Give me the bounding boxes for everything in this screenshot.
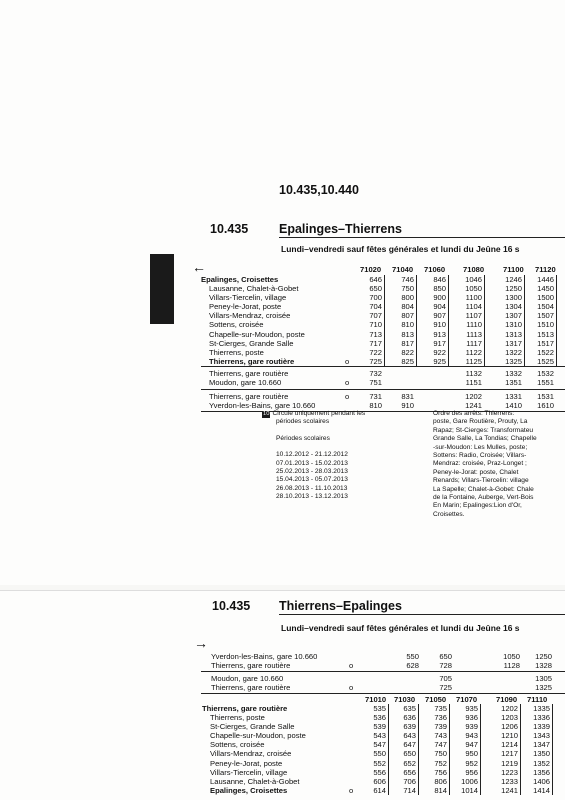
stops-group-3 xyxy=(209,392,315,410)
time-column xyxy=(392,704,419,795)
time-cell: 1522 xyxy=(537,347,554,357)
time-cell: 813 xyxy=(401,329,414,339)
time-cell: 535 xyxy=(373,704,386,713)
note-line: 26.08.2013 - 11.10.2013 xyxy=(276,484,348,492)
time-cell: 846 xyxy=(433,275,446,284)
col-header: 71030 xyxy=(394,695,416,704)
time-cell: 547 xyxy=(373,740,386,750)
time-column xyxy=(528,652,554,670)
note-line: 10.12.2012 - 21.12.2012 xyxy=(276,451,348,459)
note-line: 28.10.2013 - 13.12.2013 xyxy=(276,493,348,501)
time-cell: 1504 xyxy=(537,302,554,312)
time-cell: 900 xyxy=(433,293,446,303)
stop-marker-o: o xyxy=(349,786,354,795)
time-cell: 1551 xyxy=(537,378,554,388)
time-cell: 825 xyxy=(401,356,414,366)
time-cell: 1336 xyxy=(533,713,550,723)
stop-name: St-Cierges, Grande Salle xyxy=(210,722,295,732)
column-headers xyxy=(0,265,565,275)
time-cell: 1343 xyxy=(533,731,550,741)
col-header: 71120 xyxy=(535,265,556,274)
time-cell: 831 xyxy=(401,392,414,401)
time-cell: 1246 xyxy=(505,275,522,284)
note-line: périodes scolaires xyxy=(276,418,330,426)
stops-group-2 xyxy=(211,674,290,692)
time-cell: 800 xyxy=(401,293,414,303)
time-cell: 717 xyxy=(369,338,382,348)
time-cell: 751 xyxy=(369,378,382,388)
section-subtitle: Lundi–vendredi sauf fêtes générales et lundi du Jeûne 16 s xyxy=(281,244,520,254)
time-column xyxy=(395,652,421,670)
section-number: 10.435 xyxy=(212,599,251,613)
time-cell: 1335 xyxy=(533,704,550,713)
time-cell: 543 xyxy=(373,731,386,741)
time-cell: 650 xyxy=(369,284,382,294)
time-column xyxy=(362,704,389,795)
time-column xyxy=(458,369,484,387)
time-cell: 817 xyxy=(401,338,414,348)
time-cell: 1325 xyxy=(535,683,552,693)
time-cell: 950 xyxy=(465,749,478,759)
time-cell: 1500 xyxy=(537,293,554,303)
time-cell: 539 xyxy=(373,722,386,732)
note-line: 07.01.2013 - 15.02.2013 xyxy=(276,459,348,467)
time-cell: 707 xyxy=(369,311,382,321)
time-cell: 939 xyxy=(465,722,478,732)
section-title: Thierrens–Epalinges xyxy=(279,599,402,613)
time-cell: 904 xyxy=(433,302,446,312)
time-cell: 1325 xyxy=(505,356,522,366)
col-header: 71040 xyxy=(392,265,414,274)
time-cell: 922 xyxy=(433,347,446,357)
time-column xyxy=(458,392,484,410)
time-cell: 1203 xyxy=(501,713,518,723)
time-column xyxy=(358,369,384,387)
group-rule xyxy=(201,693,565,694)
stop-name: Villars-Mendraz, croisée xyxy=(209,311,291,321)
note-line: Grande Salle, La Tondias; Chapelle xyxy=(433,435,537,443)
time-cell: 735 xyxy=(434,704,447,713)
bleed-through-text xyxy=(178,160,196,350)
time-column xyxy=(390,369,416,387)
time-cell: 810 xyxy=(401,320,414,330)
footnote-badge: 10 xyxy=(263,411,270,417)
time-cell: 947 xyxy=(465,740,478,750)
time-cell: 1610 xyxy=(537,401,554,411)
stops-group-1 xyxy=(201,275,305,366)
time-cell: 1132 xyxy=(465,369,482,378)
stop-name: Thierrens, gare routière xyxy=(209,392,289,401)
time-column xyxy=(358,275,385,366)
time-cell: 1406 xyxy=(533,776,550,786)
time-cell: 1233 xyxy=(501,776,518,786)
time-cell: 725 xyxy=(369,356,382,366)
time-cell: 722 xyxy=(369,347,382,357)
note-line: Peney-le-Jorat: poste, Chalet xyxy=(433,468,519,476)
stop-marker-o: o xyxy=(345,392,350,401)
time-column xyxy=(422,392,448,410)
time-cell: 1050 xyxy=(503,652,520,661)
time-cell: 814 xyxy=(434,785,447,795)
note-line: Périodes scolaires xyxy=(276,434,330,442)
col-header: 71010 xyxy=(365,695,387,704)
time-cell: 652 xyxy=(403,758,416,768)
time-cell: 552 xyxy=(373,758,386,768)
col-header: 71070 xyxy=(456,695,478,704)
time-cell: 1006 xyxy=(461,776,478,786)
time-column xyxy=(454,704,481,795)
time-cell xyxy=(390,378,416,387)
time-column xyxy=(530,369,556,387)
stop-marker-o: o xyxy=(349,661,354,670)
title-rule xyxy=(279,237,565,238)
col-header: 71050 xyxy=(425,695,447,704)
stop-name: Lausanne, Chalet-à-Gobet xyxy=(209,284,299,294)
stop-name: Thierrens, gare routière xyxy=(202,704,288,713)
time-column xyxy=(423,704,450,795)
time-cell: 635 xyxy=(403,704,416,713)
time-cell: 1110 xyxy=(466,320,482,330)
time-cell: 925 xyxy=(433,356,446,366)
time-cell: 1347 xyxy=(533,740,550,750)
note-line: La Sapelle; Chalet-à-Gobet: Chale xyxy=(433,485,534,493)
col-header: 71060 xyxy=(424,265,446,274)
footnote-left xyxy=(262,410,365,502)
note-line: Croisettes. xyxy=(433,510,465,518)
note-line: En Marin; Epalinges:Lion d'Or, xyxy=(433,502,522,510)
time-cell: 1300 xyxy=(505,293,522,303)
time-cell: 725 xyxy=(439,683,452,693)
time-column xyxy=(422,369,448,387)
note-line: de la Fontaine, Auberge, Vert-Bois xyxy=(433,494,534,502)
time-column xyxy=(422,275,449,366)
time-column xyxy=(458,275,485,366)
time-cell: 1151 xyxy=(465,378,482,388)
time-cell: 1507 xyxy=(537,311,554,321)
time-cell: 1206 xyxy=(501,722,518,732)
group-rule xyxy=(201,389,565,390)
time-cell: 1414 xyxy=(533,785,550,795)
stop-marker-o: o xyxy=(349,683,354,692)
time-cell: 1450 xyxy=(537,284,554,294)
time-cell: 656 xyxy=(403,767,416,777)
stop-name: Thierrens, gare routière xyxy=(209,356,295,366)
stop-name: Peney-le-Jorat, poste xyxy=(209,302,282,312)
time-column xyxy=(428,652,454,670)
time-cell: 1219 xyxy=(501,758,518,768)
time-cell: 1223 xyxy=(501,767,518,777)
time-cell: 1046 xyxy=(465,275,482,284)
time-cell: 706 xyxy=(403,776,416,786)
time-column xyxy=(428,674,454,692)
title-rule xyxy=(279,614,565,615)
time-column xyxy=(528,674,554,692)
stop-name: Yverdon-les-Bains, gare 10.660 xyxy=(209,401,316,411)
time-cell: 956 xyxy=(465,767,478,777)
note-line: poste, Gare Routière, Prouty, La xyxy=(433,418,528,426)
time-cell: 1304 xyxy=(505,302,522,312)
time-cell: 628 xyxy=(406,661,419,671)
time-column xyxy=(530,392,556,410)
time-cell: 750 xyxy=(401,284,414,294)
stop-name: Epalinges, Croisettes xyxy=(210,785,288,795)
time-cell: 1531 xyxy=(537,392,554,401)
time-cell: 807 xyxy=(401,311,414,321)
time-cell: 731 xyxy=(369,392,382,401)
time-cell: 650 xyxy=(403,749,416,759)
note-line: Rapaz; St-Cierges: Transformateu xyxy=(433,426,534,434)
time-column xyxy=(390,275,417,366)
time-cell xyxy=(422,369,448,378)
time-cell: 1104 xyxy=(465,302,482,312)
time-cell: 739 xyxy=(434,722,447,732)
time-cell xyxy=(390,369,416,378)
stop-name: Thierrens, gare routière xyxy=(211,683,291,693)
time-cell: 1310 xyxy=(505,320,522,330)
stop-name: St-Cierges, Grande Salle xyxy=(209,338,294,348)
time-cell: 550 xyxy=(406,652,419,661)
time-column xyxy=(526,704,553,795)
time-cell: 1107 xyxy=(465,311,482,321)
time-column xyxy=(496,652,522,670)
time-cell: 1317 xyxy=(505,338,522,348)
time-cell: 1331 xyxy=(505,392,522,401)
time-cell: 1517 xyxy=(537,338,554,348)
time-cell: 917 xyxy=(433,338,446,348)
time-cell: 952 xyxy=(465,758,478,768)
stop-name: Chapelle-sur-Moudon, poste xyxy=(209,329,305,339)
time-cell xyxy=(422,378,448,387)
stop-marker-o: o xyxy=(345,378,350,387)
time-cell: 1250 xyxy=(535,652,552,661)
time-cell: 1050 xyxy=(465,284,482,294)
time-cell: 743 xyxy=(434,731,447,741)
group-rule xyxy=(201,671,565,672)
note-line: Sottens: Radio, Croisée; Villars- xyxy=(433,452,527,460)
time-cell: 1532 xyxy=(537,369,554,378)
stop-name: Thierrens, poste xyxy=(209,347,264,357)
note-line: 15.04.2013 - 05.07.2013 xyxy=(276,476,348,484)
time-cell: 647 xyxy=(403,740,416,750)
stops-group-2 xyxy=(209,369,288,387)
time-cell: 1217 xyxy=(501,749,518,759)
time-cell: 705 xyxy=(439,674,452,683)
time-column xyxy=(498,275,525,366)
note-line: Mendraz: croisée, Praz-Longet ; xyxy=(433,460,527,468)
time-cell: 943 xyxy=(465,731,478,741)
time-cell: 756 xyxy=(434,767,447,777)
stops-group-3 xyxy=(202,704,306,795)
time-cell: 935 xyxy=(465,704,478,713)
time-cell: 636 xyxy=(403,713,416,723)
time-cell: 1332 xyxy=(505,369,522,378)
time-cell: 913 xyxy=(433,329,446,339)
time-cell: 1100 xyxy=(465,293,482,303)
note-line: 25.02.2013 - 28.03.2013 xyxy=(276,468,348,476)
time-cell: 1322 xyxy=(505,347,522,357)
time-cell: 747 xyxy=(434,740,447,750)
time-cell: 1350 xyxy=(533,749,550,759)
time-cell: 936 xyxy=(465,713,478,723)
time-cell: 1122 xyxy=(465,347,482,357)
time-cell: 910 xyxy=(433,320,446,330)
stops-group-1 xyxy=(211,652,317,670)
time-cell: 746 xyxy=(401,275,414,284)
note-line: -sur-Moudon: Les Mulles, poste; xyxy=(433,443,528,451)
direction-arrow-icon: ← xyxy=(192,259,206,275)
time-cell: 650 xyxy=(439,652,452,661)
time-cell: 1241 xyxy=(465,401,482,411)
time-cell: 556 xyxy=(373,767,386,777)
time-cell: 1356 xyxy=(533,767,550,777)
stop-name: Peney-le-Jorat, poste xyxy=(210,758,283,768)
time-cell xyxy=(422,392,448,401)
time-cell: 736 xyxy=(434,713,447,723)
time-cell: 643 xyxy=(403,731,416,741)
footnote-right xyxy=(433,410,537,519)
time-cell: 1210 xyxy=(501,731,518,741)
stop-name: Thierrens, poste xyxy=(210,713,265,723)
time-cell: 1328 xyxy=(535,661,552,671)
time-cell: 1313 xyxy=(505,329,522,339)
time-cell: 713 xyxy=(369,329,382,339)
time-column xyxy=(358,392,384,410)
note-line: Renards; Villars-Tiercelin: village xyxy=(433,477,529,485)
time-column xyxy=(498,392,524,410)
time-cell: 750 xyxy=(434,749,447,759)
time-cell: 1307 xyxy=(505,311,522,321)
time-column xyxy=(390,392,416,410)
note-line xyxy=(262,443,365,451)
time-cell: 1214 xyxy=(501,740,518,750)
time-cell: 1513 xyxy=(537,329,554,339)
timetable-page-bottom xyxy=(0,590,565,800)
time-cell: 1525 xyxy=(537,356,554,366)
time-cell: 550 xyxy=(373,749,386,759)
col-header: 71110 xyxy=(527,695,548,704)
section-title: Epalinges–Thierrens xyxy=(279,222,402,236)
time-cell: 646 xyxy=(369,275,382,284)
stop-name: Sottens, croisée xyxy=(210,740,265,750)
stop-name: Thierrens, gare routière xyxy=(209,369,289,378)
time-cell: 1202 xyxy=(465,392,482,401)
stop-name: Villars-Tiercelin, village xyxy=(210,767,288,777)
stop-name: Lausanne, Chalet-à-Gobet xyxy=(210,776,300,786)
group-rule xyxy=(201,366,565,367)
time-cell: 1446 xyxy=(537,275,554,284)
time-cell: 850 xyxy=(433,284,446,294)
col-header: 71020 xyxy=(360,265,382,274)
time-cell: 1339 xyxy=(533,722,550,732)
time-cell: 804 xyxy=(401,302,414,312)
note-line xyxy=(262,427,365,435)
time-cell: 810 xyxy=(369,401,382,411)
time-cell: 822 xyxy=(401,347,414,357)
note-line: Ordre des arrêts: Thierrens: xyxy=(433,410,515,417)
time-cell: 1117 xyxy=(466,338,482,348)
time-cell: 536 xyxy=(373,713,386,723)
note-line: Circule uniquement pendant les xyxy=(272,410,366,417)
col-header: 71100 xyxy=(503,265,524,274)
time-cell: 1510 xyxy=(537,320,554,330)
section-subtitle: Lundi–vendredi sauf fêtes générales et lundi du Jeûne 16 s xyxy=(281,623,520,633)
time-cell: 1014 xyxy=(461,785,478,795)
stop-name: Yverdon-les-Bains, gare 10.660 xyxy=(211,652,318,661)
time-column xyxy=(498,369,524,387)
time-cell: 752 xyxy=(434,758,447,768)
stop-name: Villars-Mendraz, croisée xyxy=(210,749,292,759)
time-cell: 1305 xyxy=(535,674,552,683)
stop-name: Sottens, croisée xyxy=(209,320,264,330)
time-cell: 1351 xyxy=(505,378,522,388)
time-cell: 606 xyxy=(373,776,386,786)
time-cell: 704 xyxy=(369,302,382,312)
time-cell: 1113 xyxy=(466,329,482,339)
time-cell: 1250 xyxy=(505,284,522,294)
section-number: 10.435 xyxy=(210,222,249,236)
time-cell: 1202 xyxy=(501,704,518,713)
stop-name: Moudon, gare 10.660 xyxy=(211,674,284,683)
stop-name: Epalinges, Croisettes xyxy=(201,275,279,284)
stop-name: Villars-Tiercelin, village xyxy=(209,293,287,303)
time-cell: 614 xyxy=(373,785,386,795)
stop-name: Thierrens, gare routière xyxy=(211,661,291,671)
time-cell: 639 xyxy=(403,722,416,732)
stop-name: Chapelle-sur-Moudon, poste xyxy=(210,731,306,741)
col-header: 71090 xyxy=(496,695,518,704)
time-cell: 1410 xyxy=(505,401,522,411)
time-cell: 714 xyxy=(403,785,416,795)
time-cell: 1352 xyxy=(533,758,550,768)
time-cell: 910 xyxy=(401,401,414,411)
time-cell: 1241 xyxy=(501,785,518,795)
time-cell xyxy=(422,401,448,410)
time-cell: 728 xyxy=(439,661,452,671)
col-header: 71080 xyxy=(463,265,485,274)
time-cell: 710 xyxy=(369,320,382,330)
time-cell: 1125 xyxy=(465,356,482,366)
time-cell: 806 xyxy=(434,776,447,786)
time-cell: 907 xyxy=(433,311,446,321)
stop-marker-o: o xyxy=(345,357,350,366)
time-cell: 1128 xyxy=(503,661,520,671)
direction-arrow-icon: → xyxy=(194,635,208,651)
time-cell: 700 xyxy=(369,293,382,303)
sheet-header: 10.435,10.440 xyxy=(279,183,359,197)
time-cell: 732 xyxy=(369,369,382,378)
time-column xyxy=(530,275,557,366)
stop-name: Moudon, gare 10.660 xyxy=(209,378,282,388)
time-column xyxy=(494,704,521,795)
